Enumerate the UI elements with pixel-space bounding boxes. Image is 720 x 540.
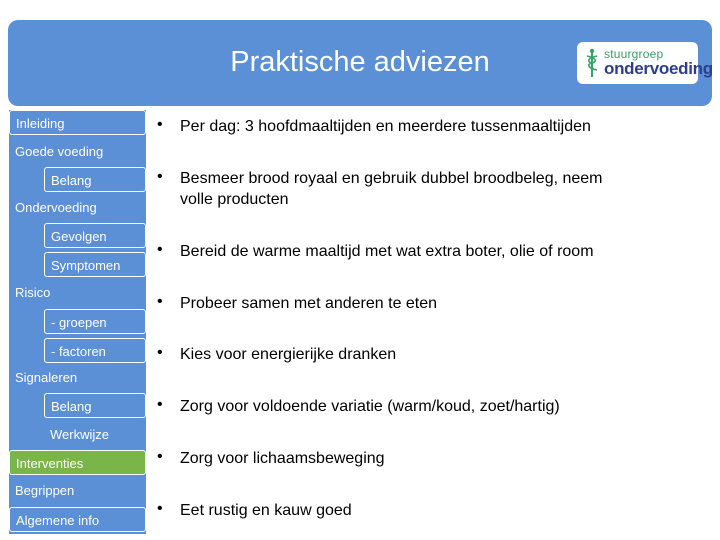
sidebar-item-factoren[interactable]: - factoren [44,338,146,363]
sidebar-item-symptomen[interactable]: Symptomen [44,252,146,277]
advice-item: Kies voor energierijke dranken [180,346,397,363]
bullet-marker: • [157,344,163,361]
sidebar-item-risico[interactable]: Risico [15,285,51,300]
caduceus-icon [585,48,599,78]
advice-item: Bereid de warme maaltijd met wat extra boter, olie of room [180,243,594,260]
advice-item: Per dag: 3 hoofdmaaltijden en meerdere tussenmaaltijden [180,118,591,135]
logo-text-top: stuurgroep [604,47,664,61]
sidebar-item-inleiding[interactable]: Inleiding [9,110,146,135]
advice-item: Zorg voor voldoende variatie (warm/koud, zoet/hartig) [180,398,560,415]
bullet-marker: • [157,293,163,310]
sidebar-item-signaleren[interactable]: Signaleren [15,370,78,385]
bullet-marker: • [157,116,163,133]
page-title: Praktische adviezen [230,46,490,78]
logo [577,42,713,84]
bullet-marker: • [157,448,163,465]
advice-item: Zorg voor lichaamsbeweging [180,450,385,467]
advice-item: Eet rustig en kauw goed [180,502,352,519]
logo-text-bottom: ondervoeding [604,59,713,78]
sidebar-item-werkwijze[interactable]: Werkwijze [50,427,109,442]
sidebar-item-ondervoeding[interactable]: Ondervoeding [15,200,97,215]
sidebar-item-algemene-info[interactable]: Algemene info [9,507,146,532]
bullet-marker: • [157,168,163,185]
sidebar-item-groepen[interactable]: - groepen [44,309,146,334]
sidebar-item-gevolgen[interactable]: Gevolgen [44,223,146,248]
sidebar-item-goede-voeding[interactable]: Goede voeding [15,144,104,159]
bullet-marker: • [157,500,163,517]
advice-item: Probeer samen met anderen te eten [180,295,438,312]
sidebar-item-belang-signaleren[interactable]: Belang [44,393,146,418]
bullet-marker: • [157,241,163,258]
advice-item: Besmeer brood royaal en gebruik dubbel broodbeleg, neem volle producten [180,170,603,208]
bullet-marker: • [157,396,163,413]
sidebar-item-belang[interactable]: Belang [44,167,146,192]
sidebar-item-interventies[interactable]: Interventies [9,450,146,475]
sidebar-item-begrippen[interactable]: Begrippen [15,483,75,498]
